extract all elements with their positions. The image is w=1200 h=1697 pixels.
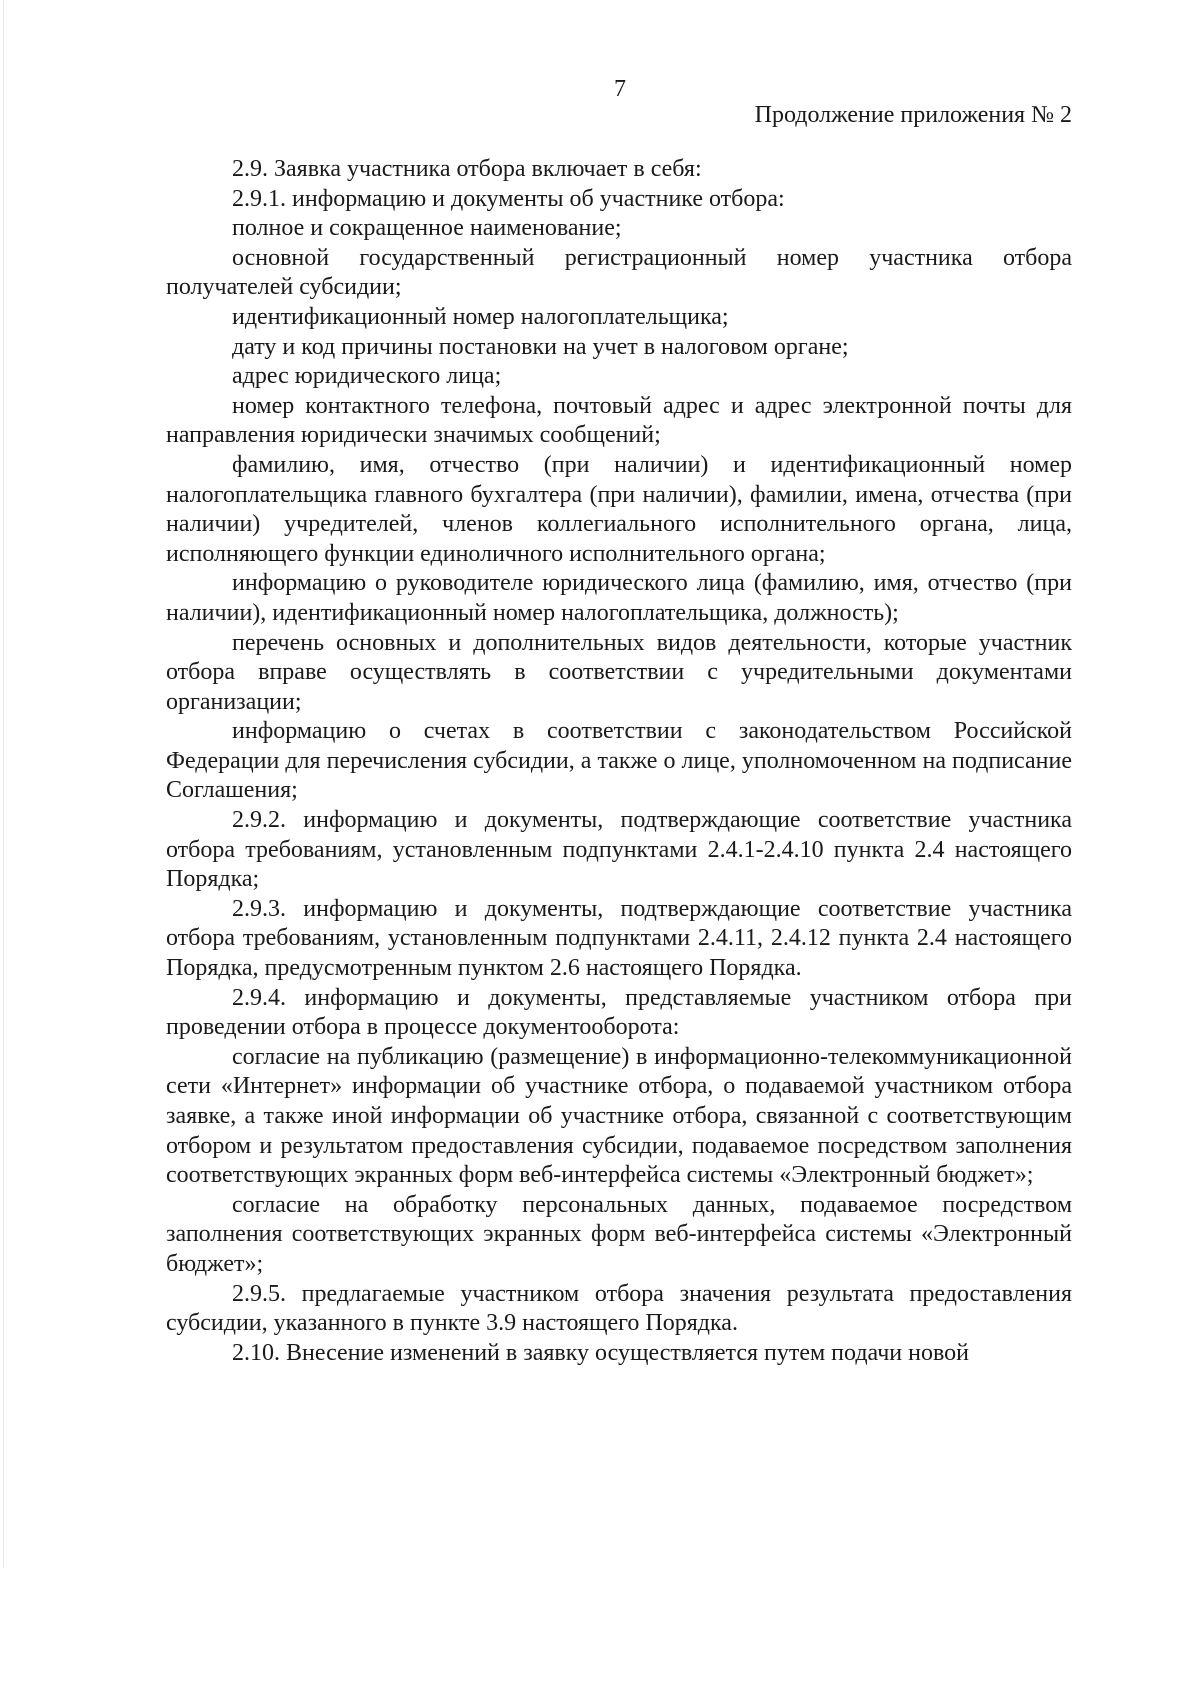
paragraph: 2.9.5. предлагаемые участником отбора значения результата предоставления субсидии, указанного в пункте 3.9 настоящего Порядка. bbox=[166, 1280, 1072, 1337]
paragraph: номер контактного телефона, почтовый адрес и адрес электронной почты для направления юридически значимых сообщений; bbox=[166, 392, 1072, 449]
paragraph: перечень основных и дополнительных видов деятельности, которые участник отбора вправе осуществлять в соответствии с учредительными документами организации; bbox=[166, 629, 1072, 715]
paragraph: согласие на обработку персональных данных, подаваемое посредством заполнения соответствующих экранных форм веб-интерфейса системы «Электронный бюджет»; bbox=[166, 1191, 1072, 1277]
paragraph: идентификационный номер налогоплательщика; bbox=[232, 303, 729, 330]
paragraph: 2.10. Внесение изменений в заявку осуществляется путем подачи новой bbox=[232, 1339, 970, 1366]
paragraph: основной государственный регистрационный номер участника отбора получателей субсидии; bbox=[166, 244, 1072, 301]
page-number: 7 bbox=[614, 76, 626, 102]
paragraph: 2.9.2. информацию и документы, подтверждающие соответствие участника отбора требованиям, установленным подпунктами 2.4.1-2.4.10 пункта 2.4 настоящего Порядка; bbox=[166, 807, 1072, 893]
paragraph: дату и код причины постановки на учет в налоговом органе; bbox=[232, 333, 849, 360]
paragraph: 2.9.3. информацию и документы, подтверждающие соответствие участника отбора требованиям, установленным подпунктами 2.4.11, 2.4.12 пункта 2.4 настоящего Порядка, предусмотренным пунктом 2.6 настоящего Порядка. bbox=[166, 895, 1072, 982]
paragraph: 2.9.4. информацию и документы, представляемые участником отбора при проведении отбора в процессе документооборота: bbox=[166, 984, 1072, 1041]
appendix-continuation-label: Продолжение приложения № 2 bbox=[754, 102, 1072, 128]
paragraph: адрес юридического лица; bbox=[232, 363, 502, 390]
paragraph: полное и сокращенное наименование; bbox=[232, 215, 622, 242]
paragraph: информацию о руководителе юридического лица (фамилию, имя, отчество (при наличии), идентификационный номер налогоплательщика, должность); bbox=[166, 570, 1072, 626]
paragraph: 2.9. Заявка участника отбора включает в себя: bbox=[232, 156, 702, 182]
paragraph: информацию о счетах в соответствии с законодательством Российской Федерации для перечисления субсидии, а также о лице, уполномоченном на подписание Соглашения; bbox=[166, 718, 1072, 804]
document-body bbox=[166, 155, 1072, 1368]
paragraph: 2.9.1. информацию и документы об участнике отбора: bbox=[232, 185, 785, 212]
paragraph: согласие на публикацию (размещение) в информационно-телекоммуникационной сети «Интернет» информации об участнике отбора, о подаваемой участником отбора заявке, а также иной информации об участнике отбора, связанной с соответствующим отбором и результатом предоставления субсидии, подаваемое посредством заполнения соответствующих экранных форм веб-интерфейса системы «Электронный бюджет»; bbox=[166, 1043, 1072, 1189]
scan-edge-line bbox=[3, 0, 4, 1568]
paragraph: фамилию, имя, отчество (при наличии) и идентификационный номер налогоплательщика главного бухгалтера (при наличии), фамилии, имена, отчества (при наличии) учредителей, членов коллегиального исполнительного органа, лица, исполняющего функции единоличного исполнительного органа; bbox=[166, 451, 1072, 567]
